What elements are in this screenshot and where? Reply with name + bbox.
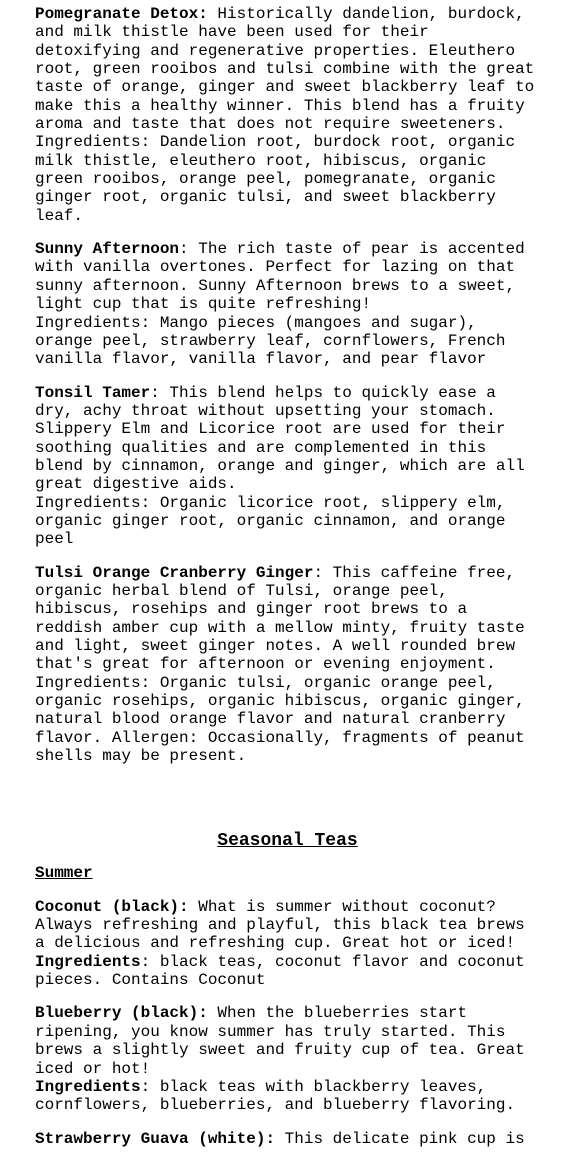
tea-description: : This caffeine free, organic herbal blend of Tulsi, orange peel, hibiscus, rosehips and ginger root brews to a reddish amber cup with a mellow minty, fruity taste and light, sweet ginger notes. A well rounded brew that's great for afternoon or evening enjoyment. [35,563,525,674]
tea-description: : The rich taste of pear is accented with vanilla overtones. Perfect for lazing on that sunny afternoon. Sunny Afternoon brews to a sweet, light cup that is quite refreshing! [35,240,525,314]
tea-name: Pomegranate Detox: [35,5,208,23]
subsection-title: Summer [35,864,93,883]
tea-entry-tulsi-orange-cranberry-ginger [35,564,540,766]
tea-name: Sunny Afternoon [35,240,180,259]
section-spacer [35,780,540,830]
ingredients-text: Mango pieces (mangoes and sugar), orange peel, strawberry leaf, cornflowers, French vanilla flavor, vanilla flavor, and pear flavor [35,313,506,369]
tea-entry-pomegranate-detox [35,5,540,225]
ingredients-text: Organic licorice root, slippery elm, organic ginger root, organic cinnamon, and orange peel [35,493,506,549]
tea-entry-strawberry-guava [35,1130,540,1148]
tea-name: Blueberry (black): [35,1004,208,1023]
section-title: Seasonal Teas [217,831,358,852]
tea-description: Historically dandelion, burdock, and milk thistle have been used for their detoxifying and regenerative properties. Eleuthero root, green rooibos and tulsi combine with the great taste of orange, ginger and sweet blackberry leaf to make this a healthy winner. This blend has a fruity aroma and taste that does not require sweeteners. [35,5,535,134]
ingredients-label: Ingredients: [35,493,151,512]
ingredients-text: : black teas with blackberry leaves, cornflowers, blueberries, and blueberry flavoring. [35,1077,516,1115]
tea-name: Strawberry Guava (white): [35,1129,276,1148]
tea-menu-document [35,5,540,1163]
tea-name: Tulsi Orange Cranberry Ginger [35,563,314,582]
tea-entry-tonsil-tamer [35,384,540,549]
ingredients-label: Ingredients [35,952,141,971]
tea-name: Coconut (black): [35,897,189,916]
tea-entry-coconut [35,898,540,990]
tea-description: What is summer without coconut? Always refreshing and playful, this black tea brews a delicious and refreshing cup. Great hot or iced! [35,897,525,953]
ingredients-text: : black teas, coconut flavor and coconut pieces. Contains Coconut [35,952,525,990]
ingredients-label: Ingredients: [35,313,151,332]
tea-entry-sunny-afternoon [35,240,540,368]
tea-name: Tonsil Tamer [35,383,151,402]
ingredients-text: Organic tulsi, organic orange peel, organic rosehips, organic hibiscus, organic ginger, natural blood orange flavor and natural cranberry flavor. Allergen: Occasionally, fragments of peanut shells may be present. [35,673,525,766]
tea-description: : This blend helps to quickly ease a dry, achy throat without upsetting your stomach. Slippery Elm and Licorice root are used for their soothing qualities and are complemented in this blend by cinnamon, orange and ginger, which are all great digestive aids. [35,383,525,494]
tea-description: This delicate pink cup is [275,1129,525,1148]
ingredients-label: Ingredients: [35,673,151,692]
tea-entry-blueberry [35,1004,540,1114]
ingredients-label: Ingredients [35,1077,141,1096]
tea-description: When the blueberries start ripening, you know summer has truly started. This brews a slightly sweet and fruity cup of tea. Great iced or hot! [35,1004,525,1078]
ingredients-label: Ingredients: [35,133,151,152]
ingredients-text: Dandelion root, burdock root, organic milk thistle, eleuthero root, hibiscus, organic green rooibos, orange peel, pomegranate, organic ginger root, organic tulsi, and sweet blackberry leaf. [35,133,516,225]
